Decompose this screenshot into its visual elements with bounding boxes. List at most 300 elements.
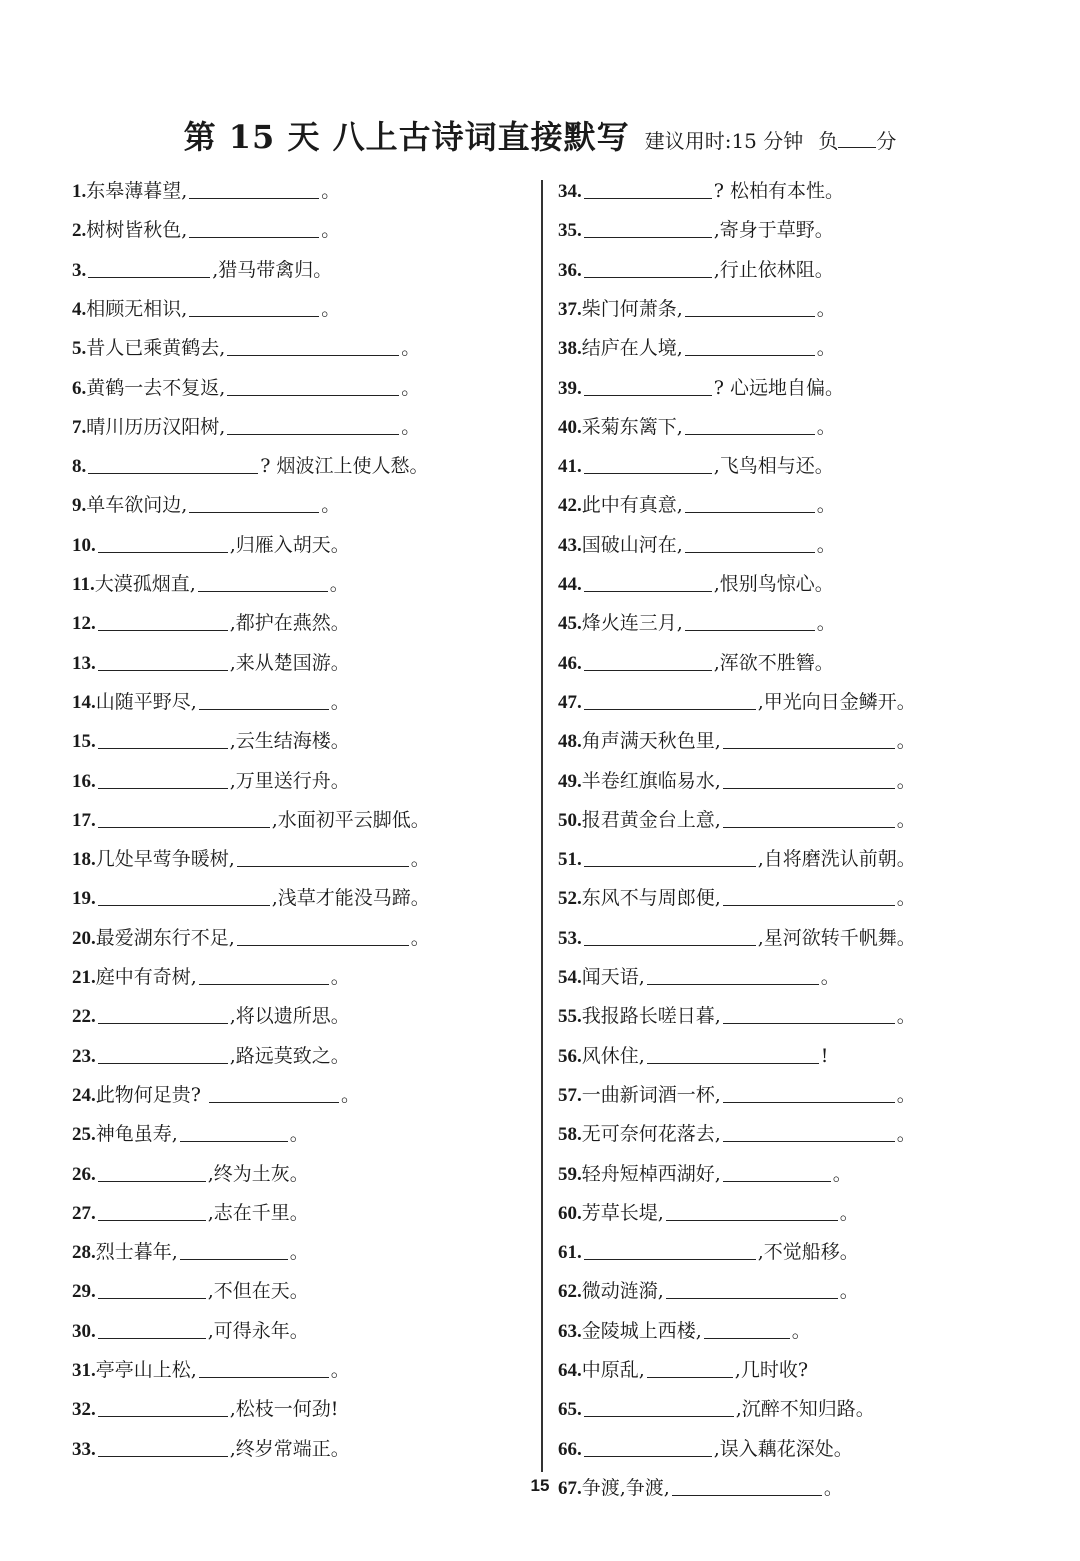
answer-blank[interactable]: [98, 766, 228, 789]
given-line: 。: [816, 494, 836, 517]
question-item: [558, 293, 836, 325]
given-line: 。: [321, 494, 341, 517]
answer-blank[interactable]: [237, 844, 409, 867]
given-line: 。: [401, 376, 421, 399]
answer-blank[interactable]: [584, 1237, 756, 1260]
question-number: 49.: [558, 770, 582, 792]
question-item: [558, 1236, 859, 1268]
answer-blank[interactable]: [98, 726, 228, 749]
question-number: 34.: [558, 181, 582, 202]
given-line: 。: [321, 180, 341, 202]
given-line: 东皋薄暮望,: [86, 180, 188, 202]
answer-blank[interactable]: [88, 255, 210, 278]
question-number: 55.: [558, 1006, 582, 1028]
answer-blank[interactable]: [647, 1355, 733, 1378]
answer-blank[interactable]: [98, 1198, 206, 1221]
answer-blank[interactable]: [723, 1159, 831, 1182]
column-divider: [541, 180, 543, 1472]
question-number: 20.: [72, 927, 96, 949]
question-number: 15.: [72, 731, 96, 753]
given-line: 最爱湖东行不足,: [95, 926, 235, 949]
question-item: [72, 1354, 350, 1386]
given-line: 。: [896, 769, 916, 792]
question-item: [72, 1275, 309, 1307]
question-number: 27.: [72, 1202, 96, 1224]
answer-blank[interactable]: [98, 1159, 206, 1182]
given-line: ,浑欲不胜簪。: [713, 651, 834, 674]
question-number: 32.: [72, 1399, 96, 1421]
question-number: 12.: [72, 613, 96, 635]
answer-blank[interactable]: [584, 373, 712, 396]
question-item: [72, 411, 420, 443]
question-number: 48.: [558, 731, 582, 753]
question-item: [72, 489, 340, 521]
question-number: 25.: [72, 1124, 96, 1146]
question-number: 29.: [72, 1281, 96, 1303]
given-line: 烽火连三月,: [581, 612, 683, 635]
question-item: [72, 1118, 309, 1150]
question-item: [72, 1315, 309, 1347]
given-line: ,归雁入胡天。: [229, 533, 350, 556]
answer-blank[interactable]: [98, 1001, 228, 1024]
question-item: [72, 686, 350, 718]
question-item: [558, 332, 836, 364]
given-line: 半卷红旗临易水,: [581, 769, 721, 792]
question-item: [72, 1000, 350, 1032]
given-line: ,都护在燕然。: [229, 612, 350, 635]
question-item: [558, 1079, 916, 1111]
answer-blank[interactable]: [189, 176, 319, 199]
given-line: 相顾无相识,: [86, 297, 188, 320]
question-number: 65.: [558, 1399, 582, 1421]
given-line: 。: [329, 573, 349, 595]
given-line: ,误入藕花深处。: [713, 1437, 853, 1460]
given-line: 无可奈何花落去,: [581, 1123, 721, 1146]
question-number: 46.: [558, 652, 582, 674]
given-line: ,水面初平云脚低。: [271, 808, 430, 831]
given-line: ,来从楚国游。: [229, 651, 350, 674]
given-line: 。: [330, 1359, 350, 1381]
given-line: 。: [401, 415, 421, 438]
given-line: ,星河欲转千帆舞。: [757, 926, 916, 949]
question-item: [558, 882, 916, 914]
given-line: 树树皆秋色,: [86, 219, 188, 242]
given-line: 东风不与周郎便,: [581, 887, 721, 910]
given-line: 此中有真意,: [581, 494, 683, 517]
score-field: [818, 129, 896, 153]
answer-blank[interactable]: [584, 1434, 712, 1457]
given-line: 。: [820, 966, 840, 988]
question-number: 23.: [72, 1045, 96, 1067]
answer-blank[interactable]: [199, 1355, 329, 1378]
page-header: [0, 112, 1080, 158]
question-number: 37.: [558, 298, 582, 320]
question-item: [72, 961, 350, 993]
question-number: 67.: [558, 1477, 582, 1499]
question-number: 64.: [558, 1360, 582, 1381]
question-item: [72, 1197, 309, 1229]
answer-blank[interactable]: [189, 215, 319, 238]
question-item: [558, 765, 916, 797]
question-item: [72, 175, 340, 207]
question-item: [558, 1315, 811, 1347]
given-line: 芳草长堤,: [581, 1201, 664, 1224]
question-item: [72, 450, 428, 482]
question-number: 30.: [72, 1320, 96, 1342]
answer-blank[interactable]: [98, 805, 270, 828]
question-number: 9.: [72, 495, 87, 517]
question-number: 63.: [558, 1320, 582, 1342]
question-item: [72, 922, 430, 954]
answer-blank[interactable]: [227, 412, 399, 435]
answer-blank[interactable]: [723, 883, 895, 906]
given-line: 。: [823, 1476, 843, 1499]
question-item: [558, 1433, 853, 1465]
answer-blank[interactable]: [98, 608, 228, 631]
answer-blank[interactable]: [584, 923, 756, 946]
given-line: 角声满天秋色里,: [581, 730, 721, 753]
question-number: 39.: [558, 377, 582, 399]
given-line: 。: [839, 1280, 859, 1303]
given-line: ,甲光向日金鳞开。: [757, 690, 916, 713]
given-line: ,猎马带禽归。: [212, 258, 333, 281]
answer-blank[interactable]: [685, 294, 815, 317]
answer-blank[interactable]: [98, 1041, 228, 1064]
question-number: 14.: [72, 691, 96, 713]
given-line: 。: [896, 887, 916, 910]
given-line: ,可得永年。: [207, 1319, 309, 1342]
given-line: 黄鹤一去不复返,: [86, 376, 226, 399]
question-item: [558, 804, 916, 836]
score-blank[interactable]: [838, 127, 876, 148]
given-line: 。: [816, 337, 836, 360]
given-line: ,不但在天。: [207, 1280, 309, 1303]
given-line: 。: [896, 808, 916, 831]
given-line: 中原乱,: [581, 1359, 645, 1381]
question-item: [72, 882, 430, 914]
question-item: [558, 922, 916, 954]
answer-blank[interactable]: [647, 1041, 819, 1064]
answer-blank[interactable]: [666, 1276, 838, 1299]
given-line: 亭亭山上松,: [95, 1359, 197, 1381]
question-number: 44.: [558, 574, 582, 595]
answer-blank[interactable]: [227, 333, 399, 356]
question-item: [558, 1000, 916, 1032]
given-line: 。: [896, 1005, 916, 1028]
given-line: 此物何足贵?: [95, 1083, 207, 1106]
question-item: [72, 372, 420, 404]
given-line: 。: [839, 1201, 859, 1224]
question-item: [72, 293, 340, 325]
question-item: [558, 1354, 808, 1386]
given-line: 。: [896, 1123, 916, 1146]
question-number: 18.: [72, 849, 96, 871]
given-line: 。: [410, 926, 430, 949]
question-number: 54.: [558, 967, 582, 988]
question-number: 21.: [72, 967, 96, 988]
given-line: 。: [816, 297, 836, 320]
answer-blank[interactable]: [685, 530, 815, 553]
answer-blank[interactable]: [584, 215, 712, 238]
question-number: 41.: [558, 456, 582, 478]
given-line: ,飞鸟相与还。: [713, 455, 834, 478]
question-item: [72, 1079, 360, 1111]
question-item: [558, 1118, 916, 1150]
given-line: 。: [791, 1319, 811, 1342]
given-line: 一曲新词酒一杯,: [581, 1083, 721, 1106]
question-number: 52.: [558, 888, 582, 910]
given-line: 。: [321, 297, 341, 320]
answer-blank[interactable]: [584, 569, 712, 592]
question-item: [558, 607, 836, 639]
given-line: 。: [410, 848, 430, 871]
given-line: 昔人已乘黄鹤去,: [86, 337, 226, 360]
question-number: 62.: [558, 1281, 582, 1303]
question-number: 17.: [72, 809, 96, 831]
given-line: 烈士暮年,: [95, 1241, 178, 1264]
answer-blank[interactable]: [685, 333, 815, 356]
answer-blank[interactable]: [199, 962, 329, 985]
answer-blank[interactable]: [647, 962, 819, 985]
question-number: 33.: [72, 1438, 96, 1460]
question-item: [558, 1275, 859, 1307]
question-item: [558, 372, 844, 404]
question-item: [72, 214, 340, 246]
given-line: 庭中有奇树,: [95, 966, 197, 988]
question-item: [72, 647, 350, 679]
question-item: [72, 529, 350, 561]
question-item: [72, 725, 350, 757]
given-line: 采菊东篱下,: [581, 415, 683, 438]
given-line: 单车欲问边,: [86, 494, 188, 517]
question-number: 43.: [558, 534, 582, 556]
question-number: 60.: [558, 1202, 582, 1224]
given-line: 闻天语,: [581, 966, 645, 988]
question-number: 26.: [72, 1163, 96, 1185]
question-item: [72, 1393, 338, 1425]
question-number: 31.: [72, 1360, 96, 1381]
question-number: 50.: [558, 809, 582, 831]
answer-blank[interactable]: [180, 1119, 288, 1142]
question-number: 42.: [558, 495, 582, 517]
question-item: [558, 647, 834, 679]
answer-blank[interactable]: [98, 1394, 228, 1417]
question-item: [558, 1040, 828, 1072]
given-line: 风休住,: [581, 1044, 645, 1067]
question-number: 61.: [558, 1242, 582, 1264]
given-line: 。: [816, 612, 836, 635]
page-title: 第 15 天 八上古诗词直接默写: [183, 118, 630, 156]
question-number: 40.: [558, 416, 582, 438]
answer-blank[interactable]: [199, 687, 329, 710]
question-number: 53.: [558, 927, 582, 949]
question-number: 59.: [558, 1163, 582, 1185]
question-number: 38.: [558, 338, 582, 360]
answer-blank[interactable]: [584, 451, 712, 474]
question-number: 22.: [72, 1006, 96, 1028]
given-line: 。: [816, 533, 836, 556]
question-item: [558, 568, 834, 600]
question-item: [558, 411, 836, 443]
answer-blank[interactable]: [584, 844, 756, 867]
given-line: 几处早莺争暖树,: [95, 848, 235, 871]
answer-blank[interactable]: [584, 176, 712, 199]
question-item: [558, 214, 834, 246]
given-line: 结庐在人境,: [581, 337, 683, 360]
question-number: 6.: [72, 377, 87, 399]
answer-blank[interactable]: [685, 412, 815, 435]
given-line: ,浅草才能没马蹄。: [271, 887, 430, 910]
given-line: 神龟虽寿,: [95, 1123, 178, 1146]
question-item: [558, 529, 836, 561]
question-item: [558, 961, 840, 993]
answer-blank[interactable]: [98, 530, 228, 553]
answer-blank[interactable]: [88, 451, 258, 474]
given-line: !: [820, 1044, 829, 1067]
question-item: [558, 1197, 859, 1229]
answer-blank[interactable]: [723, 726, 895, 749]
given-line: 。: [330, 690, 350, 713]
question-number: 2.: [72, 220, 87, 242]
answer-blank[interactable]: [189, 294, 319, 317]
given-line: 。: [896, 730, 916, 753]
question-item: [558, 1158, 852, 1190]
given-line: 金陵城上西楼,: [581, 1319, 702, 1342]
answer-blank[interactable]: [584, 648, 712, 671]
given-line: 。: [340, 1083, 360, 1106]
question-number: 24.: [72, 1084, 96, 1106]
question-item: [72, 1040, 350, 1072]
answer-blank[interactable]: [98, 648, 228, 671]
question-number: 57.: [558, 1084, 582, 1106]
question-item: [558, 1393, 875, 1425]
question-number: 8.: [72, 456, 87, 478]
question-item: [72, 1158, 309, 1190]
question-number: 11.: [72, 574, 95, 595]
question-item: [72, 1236, 309, 1268]
question-item: [72, 1433, 350, 1465]
given-line: 微动涟漪,: [581, 1280, 664, 1303]
answer-blank[interactable]: [584, 255, 712, 278]
question-number: 4.: [72, 298, 87, 320]
question-item: [72, 765, 350, 797]
given-line: ,行止依林阻。: [713, 258, 834, 281]
answer-blank[interactable]: [227, 373, 399, 396]
given-line: ,志在千里。: [207, 1201, 309, 1224]
given-line: 大漠孤烟直,: [94, 573, 196, 595]
question-number: 19.: [72, 888, 96, 910]
question-number: 36.: [558, 259, 582, 281]
answer-blank[interactable]: [98, 1316, 206, 1339]
question-number: 66.: [558, 1438, 582, 1460]
answer-blank[interactable]: [723, 1080, 895, 1103]
given-line: 柴门何萧条,: [581, 297, 683, 320]
answer-blank[interactable]: [723, 1119, 895, 1142]
given-line: ,自将磨洗认前朝。: [757, 848, 916, 871]
question-number: 3.: [72, 259, 87, 281]
question-number: 7.: [72, 416, 87, 438]
given-line: 。: [289, 1123, 309, 1146]
question-item: [72, 843, 430, 875]
question-item: [558, 450, 834, 482]
answer-blank[interactable]: [209, 1080, 339, 1103]
answer-blank[interactable]: [723, 805, 895, 828]
question-item: [558, 843, 916, 875]
score-prefix: 负: [818, 129, 839, 153]
given-line: 。: [896, 1083, 916, 1106]
answer-blank[interactable]: [189, 490, 319, 513]
question-item: [558, 489, 836, 521]
given-line: 。: [321, 219, 341, 242]
given-line: 。: [289, 1241, 309, 1264]
given-line: ,路远莫致之。: [229, 1044, 350, 1067]
given-line: 轻舟短棹西湖好,: [581, 1162, 721, 1185]
given-line: 山随平野尽,: [95, 690, 197, 713]
answer-blank[interactable]: [98, 883, 270, 906]
given-line: ? 松柏有本性。: [713, 180, 844, 202]
given-line: ,万里送行舟。: [229, 769, 350, 792]
question-item: [558, 254, 834, 286]
given-line: 我报路长嗟日暮,: [581, 1005, 721, 1028]
answer-blank[interactable]: [723, 1001, 895, 1024]
answer-blank[interactable]: [666, 1198, 838, 1221]
answer-blank[interactable]: [704, 1316, 790, 1339]
given-line: ,恨别鸟惊心。: [713, 573, 834, 595]
given-line: ,云生结海楼。: [229, 730, 350, 753]
answer-blank[interactable]: [180, 1237, 288, 1260]
given-line: ,松枝一何劲!: [229, 1398, 339, 1421]
question-item: [72, 254, 332, 286]
given-line: 晴川历历汉阳树,: [86, 415, 226, 438]
score-suffix: 分: [876, 129, 897, 153]
question-number: 47.: [558, 691, 582, 713]
question-item: [72, 332, 420, 364]
given-line: 。: [401, 337, 421, 360]
question-item: [558, 686, 916, 718]
given-line: ,沉醉不知归路。: [735, 1398, 875, 1421]
given-line: ,终为土灰。: [207, 1162, 309, 1185]
question-number: 58.: [558, 1124, 582, 1146]
answer-blank[interactable]: [584, 1394, 734, 1417]
given-line: 报君黄金台上意,: [581, 808, 721, 831]
suggested-time: 建议用时:15 分钟: [644, 129, 804, 153]
answer-blank[interactable]: [685, 608, 815, 631]
question-number: 13.: [72, 652, 96, 674]
given-line: ? 烟波江上使人愁。: [260, 455, 429, 478]
page-number: 15: [530, 1476, 550, 1495]
answer-blank[interactable]: [198, 569, 328, 592]
answer-blank[interactable]: [584, 687, 756, 710]
question-item: [72, 568, 349, 600]
question-number: 1.: [72, 181, 87, 202]
question-number: 35.: [558, 220, 582, 242]
question-number: 16.: [72, 770, 96, 792]
question-number: 28.: [72, 1242, 96, 1264]
given-line: 。: [330, 966, 350, 988]
question-number: 5.: [72, 338, 87, 360]
answer-blank[interactable]: [723, 766, 895, 789]
question-number: 45.: [558, 613, 582, 635]
answer-blank[interactable]: [98, 1434, 228, 1457]
question-number: 51.: [558, 849, 582, 871]
question-item: [72, 804, 430, 836]
answer-blank[interactable]: [685, 490, 815, 513]
answer-blank[interactable]: [98, 1276, 206, 1299]
given-line: ,不觉船移。: [757, 1241, 859, 1264]
answer-blank[interactable]: [237, 923, 409, 946]
given-line: 。: [816, 415, 836, 438]
question-item: [558, 175, 844, 207]
